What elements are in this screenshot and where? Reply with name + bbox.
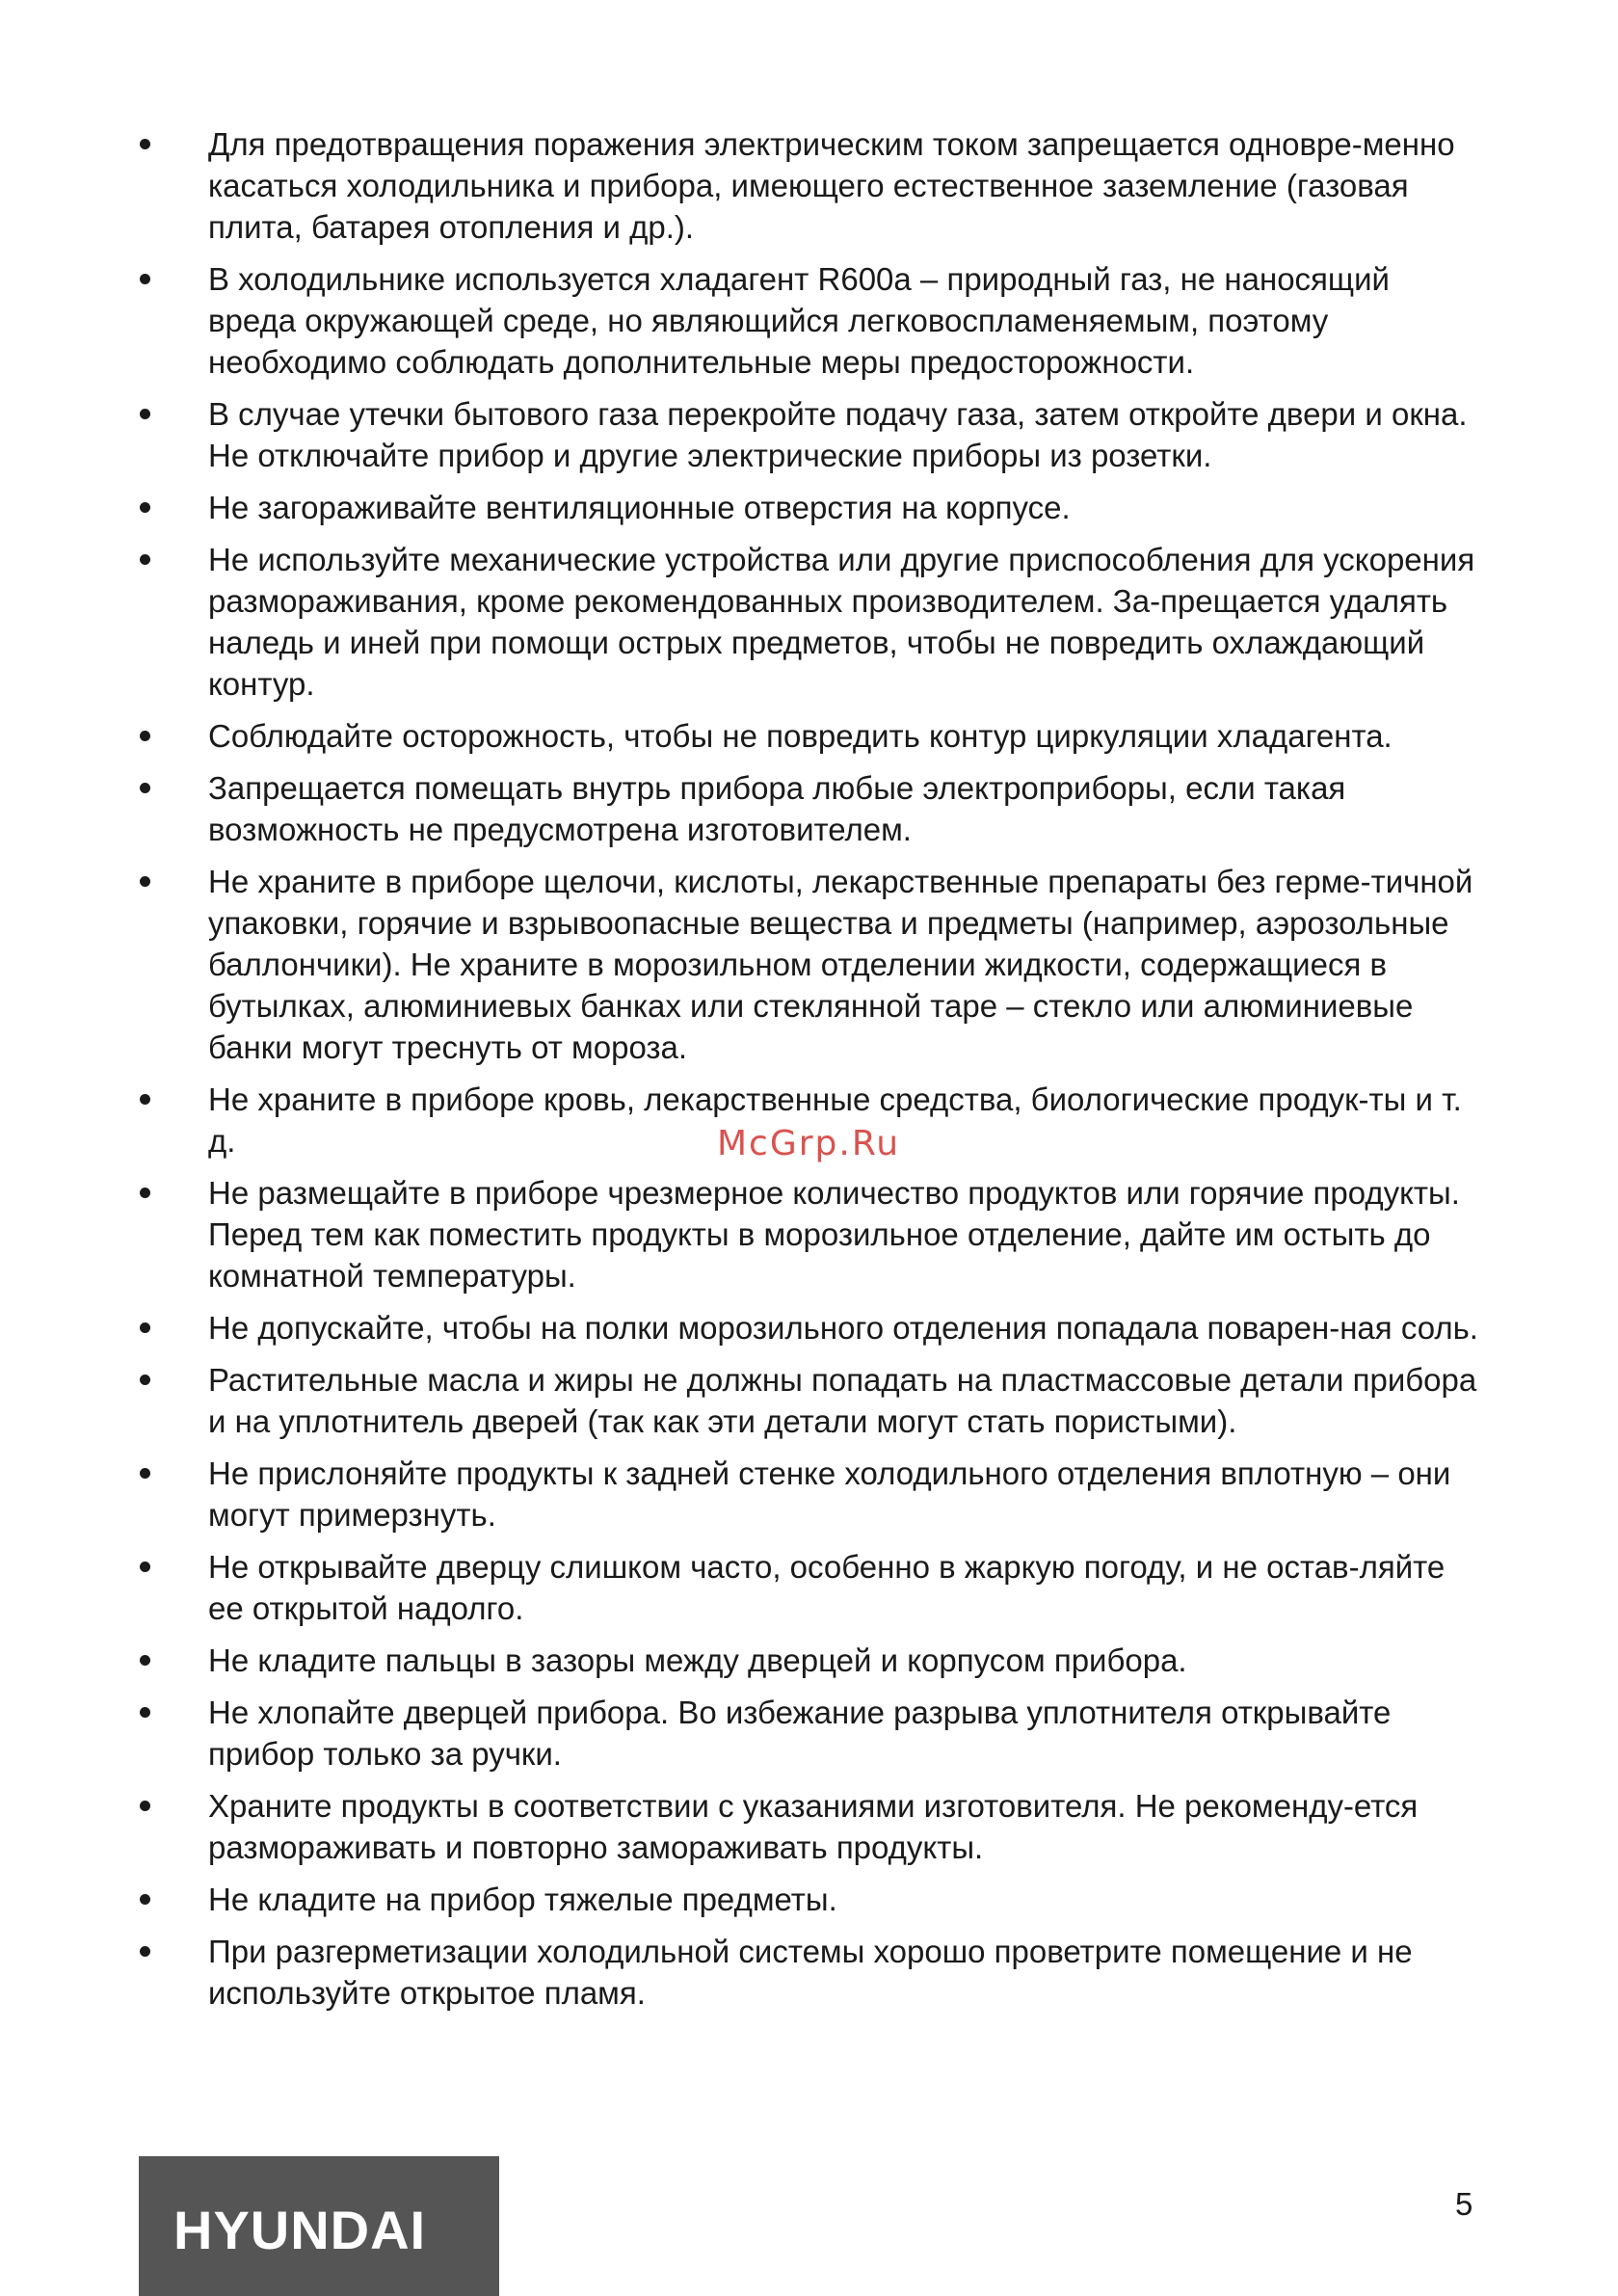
bullet-icon — [140, 731, 150, 741]
list-item — [135, 767, 1484, 850]
brand-logo-text: HYUNDAI — [173, 2200, 427, 2260]
list-item-text: В холодильнике используется хладагент R600a – природный газ, не наносящий вреда окружающей среде, но являющийся легковоспламеняемым, поэтому необходимо соблюдать дополнительные меры предосторожности. — [208, 261, 1390, 380]
list-item-text: Для предотвращения поражения электрическим током запрещается одновре-менно касаться холодильника и прибора, имеющего естественное заземление (газовая плита, батарея отопления и др.). — [208, 126, 1455, 245]
list-item — [135, 1879, 1484, 1920]
bullet-icon — [140, 409, 150, 419]
list-item — [135, 1546, 1484, 1629]
bullet-icon — [140, 1468, 150, 1479]
bullet-icon — [140, 502, 150, 513]
list-item-text: При разгерметизации холодильной системы хорошо проветрите помещение и не используйте открытое пламя. — [208, 1934, 1413, 2011]
list-item — [135, 487, 1484, 528]
list-item-text: Не храните в приборе кровь, лекарственные средства, биологические продук-ты и т. д. — [208, 1081, 1462, 1159]
bullet-icon — [140, 876, 150, 887]
list-item — [135, 258, 1484, 383]
list-item — [135, 1307, 1484, 1348]
list-item-text: Храните продукты в соответствии с указаниями изготовителя. Не рекоменду-ется размораживать и повторно замораживать продукты. — [208, 1788, 1419, 1865]
list-item — [135, 1640, 1484, 1681]
bullet-icon — [140, 274, 150, 284]
list-item — [135, 861, 1484, 1068]
bullet-icon — [140, 1946, 150, 1957]
document-body — [135, 123, 1484, 2024]
list-item — [135, 715, 1484, 757]
bullet-icon — [140, 783, 150, 793]
bullet-icon — [140, 1094, 150, 1105]
bullet-icon — [140, 1562, 150, 1572]
list-item — [135, 1359, 1484, 1442]
list-item-text: Растительные масла и жиры не должны попадать на пластмассовые детали прибора и на уплотнитель дверей (так как эти детали могут стать пористыми). — [208, 1362, 1477, 1439]
list-item-text: Не храните в приборе щелочи, кислоты, лекарственные препараты без герме-тичной упаковки, горячие и взрывоопасные вещества и предметы (например, аэрозольные баллончики). Не храните в морозильном отделении жидкости, содержащиеся в бутылках, алюминиевых банках или стеклянной таре – стекло или алюминиевые банки могут треснуть от мороза. — [208, 864, 1473, 1065]
bullet-icon — [140, 1894, 150, 1905]
list-item — [135, 539, 1484, 705]
bullet-icon — [140, 1375, 150, 1385]
brand-logo — [139, 2156, 499, 2296]
list-item-text: Запрещается помещать внутрь прибора любые электроприборы, если такая возможность не предусмотрена изготовителем. — [208, 770, 1346, 847]
bullet-icon — [140, 139, 150, 149]
list-item — [135, 393, 1484, 476]
list-item-text: Не прислоняйте продукты к задней стенке холодильного отделения вплотную – они могут примерзнуть. — [208, 1455, 1451, 1533]
list-item-text: Не размещайте в приборе чрезмерное количество продуктов или горячие продукты. Перед тем как поместить продукты в морозильное отделение, дайте им остыть до комнатной температуры. — [208, 1175, 1460, 1294]
list-item — [135, 1785, 1484, 1868]
list-item-text: В случае утечки бытового газа перекройте подачу газа, затем откройте двери и окна. Не отключайте прибор и другие электрические приборы из розетки. — [208, 396, 1468, 473]
bullet-icon — [140, 1707, 150, 1718]
bullet-icon — [140, 1322, 150, 1333]
bullet-icon — [140, 1655, 150, 1666]
bullet-icon — [140, 1801, 150, 1811]
list-item — [135, 123, 1484, 248]
bullet-icon — [140, 554, 150, 565]
list-item — [135, 1931, 1484, 2014]
list-item — [135, 1453, 1484, 1535]
list-item-text: Не кладите пальцы в зазоры между дверцей и корпусом прибора. — [208, 1642, 1187, 1678]
watermark: McGrp.Ru — [717, 1124, 901, 1163]
list-item — [135, 1692, 1484, 1775]
list-item-text: Не кладите на прибор тяжелые предметы. — [208, 1882, 837, 1917]
list-item-text: Соблюдайте осторожность, чтобы не повредить контур циркуляции хладагента. — [208, 718, 1393, 754]
list-item — [135, 1172, 1484, 1296]
bullet-icon — [140, 1188, 150, 1198]
list-item-text: Не используйте механические устройства или другие приспособления для ускорения размораживания, кроме рекомендованных производителем. За-прещается удалять наледь и иней при помощи острых предметов, чтобы не повредить охлаждающий контур. — [208, 542, 1475, 702]
list-item-text: Не загораживайте вентиляционные отверстия на корпусе. — [208, 490, 1071, 525]
page-number: 5 — [1455, 2186, 1473, 2222]
list-item-text: Не открывайте дверцу слишком часто, особенно в жаркую погоду, и не остав-ляйте ее открытой надолго. — [208, 1549, 1446, 1626]
list-item-text: Не допускайте, чтобы на полки морозильного отделения попадала поварен-ная соль. — [208, 1310, 1478, 1346]
list-item-text: Не хлопайте дверцей прибора. Во избежание разрыва уплотнителя открывайте прибор только за ручки. — [208, 1695, 1392, 1772]
safety-instructions-list — [135, 123, 1484, 2014]
